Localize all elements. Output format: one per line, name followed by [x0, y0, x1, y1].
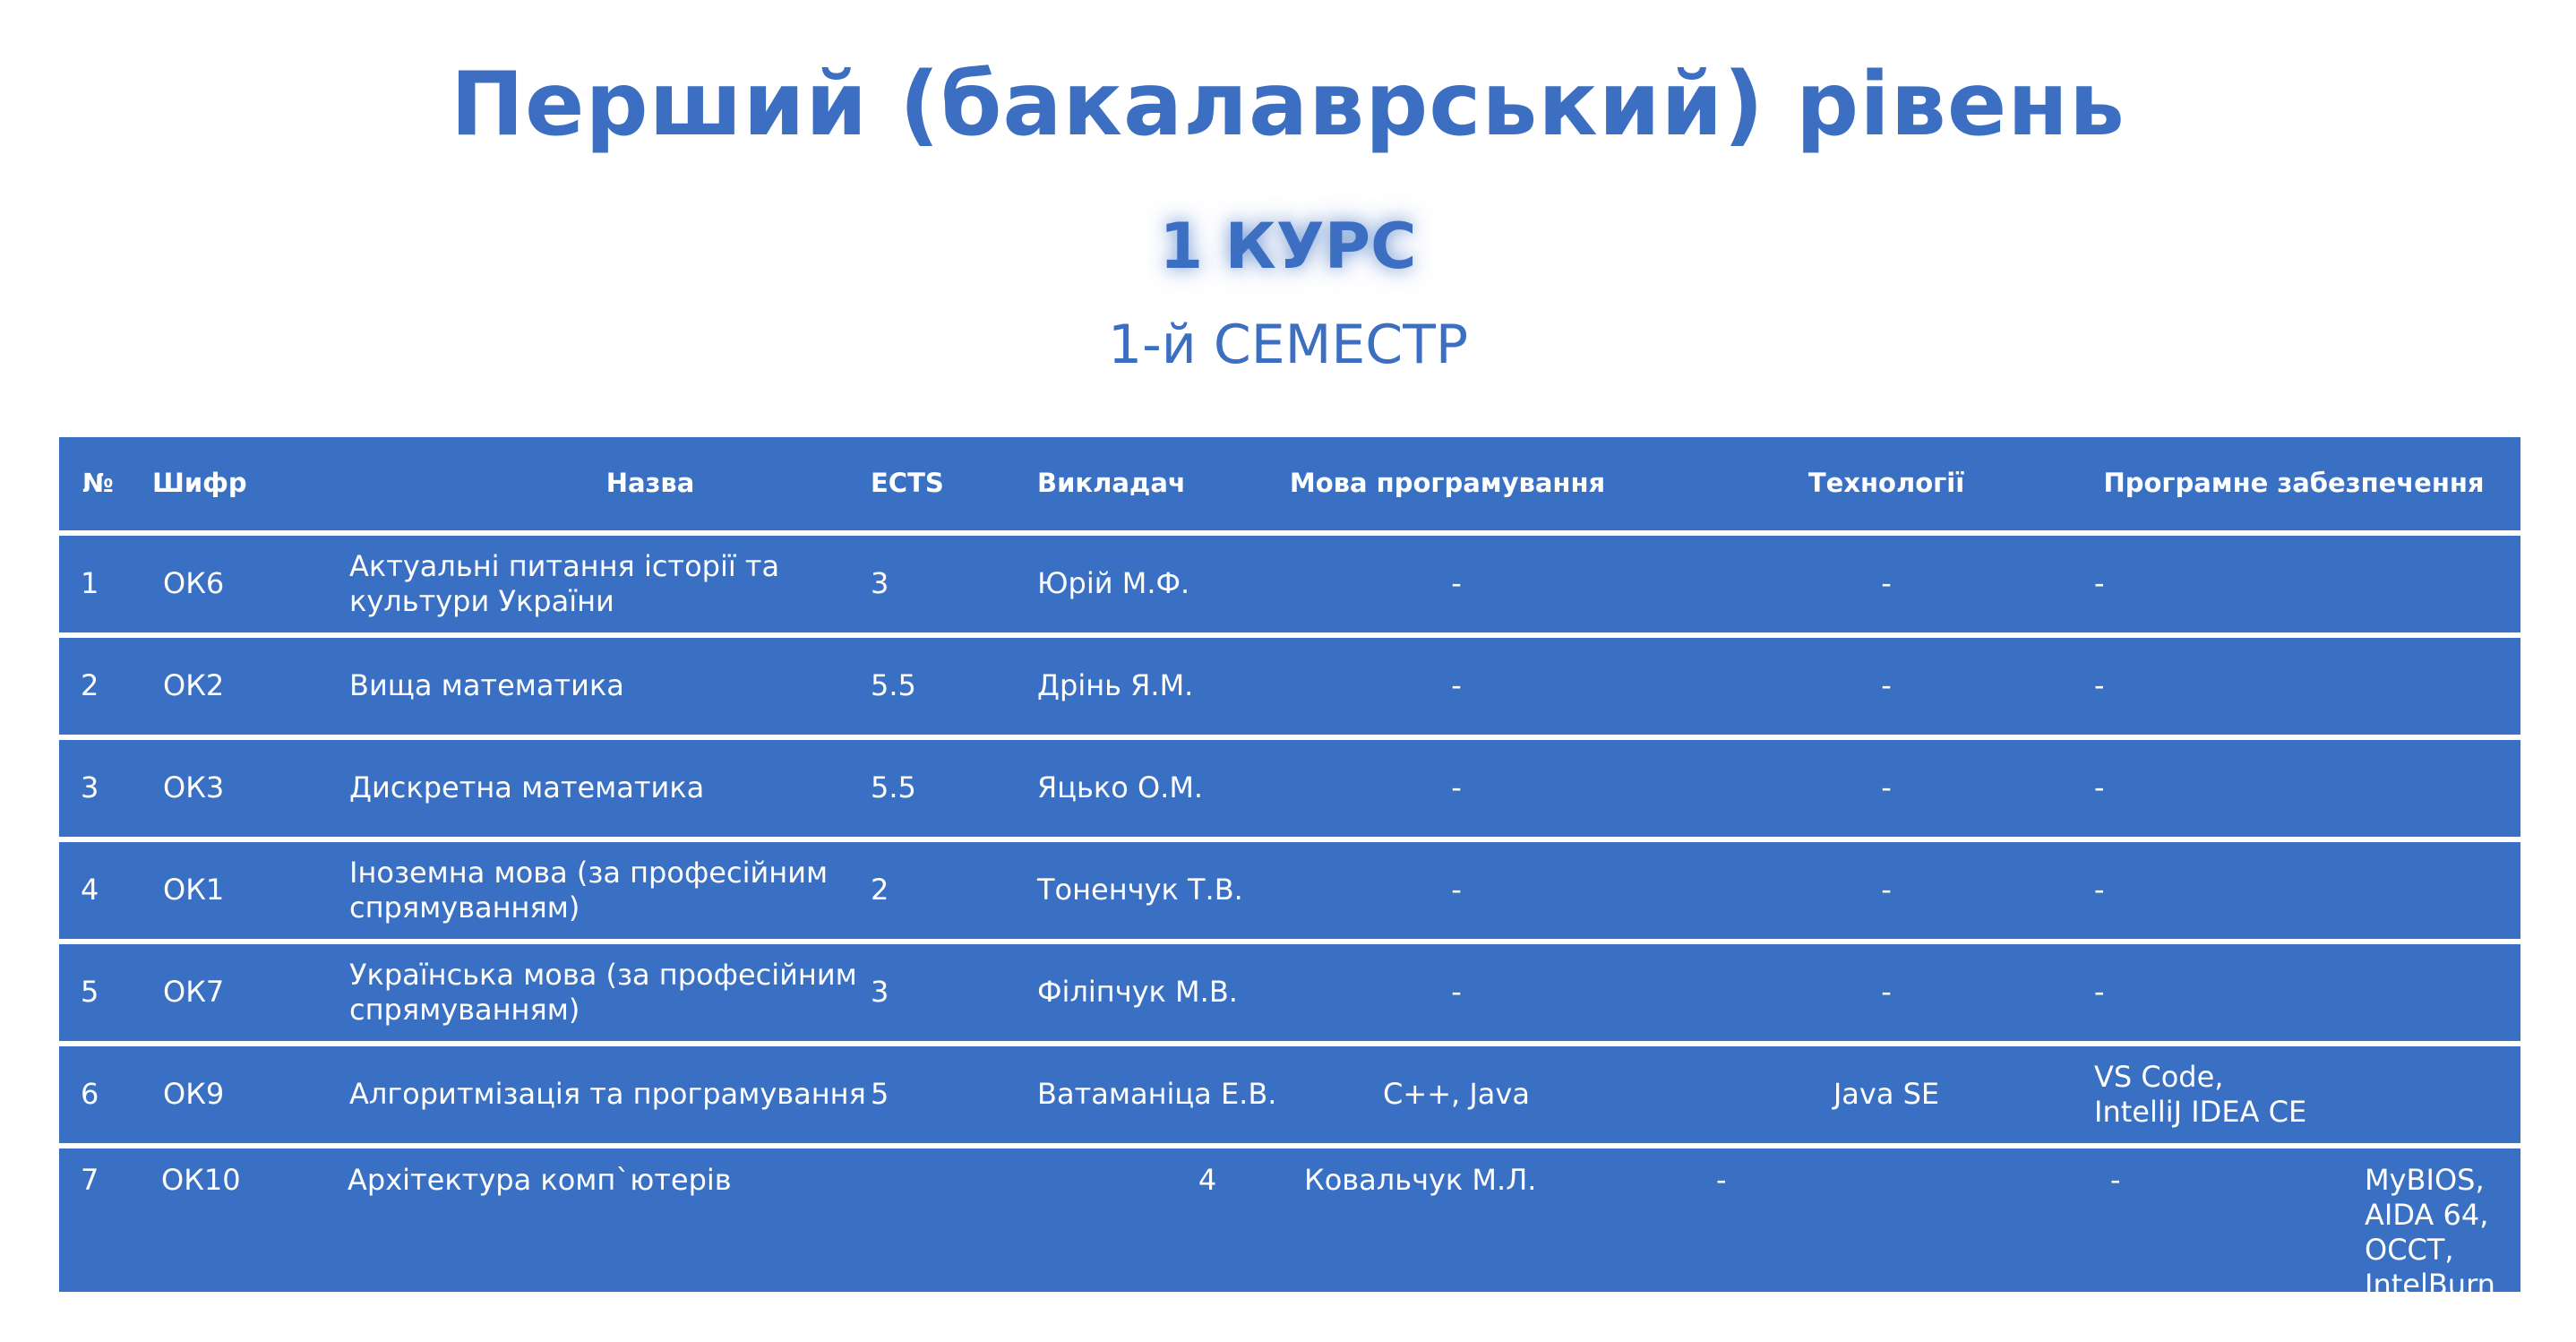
cell-ects: 5.5 — [871, 668, 916, 703]
cell-soft: VS Code, IntelliJ IDEA CE — [2094, 1059, 2307, 1129]
cell-teacher: Юрій М.Ф. — [1037, 566, 1190, 601]
header-tech: Технології — [1807, 468, 1965, 499]
curriculum-table — [59, 437, 2520, 1303]
cell-soft: - — [2094, 873, 2105, 908]
cell-tech: - — [1881, 873, 1892, 908]
table-row — [59, 638, 2520, 735]
cell-code: ОК2 — [163, 668, 225, 703]
cell-ects: 5 — [871, 1077, 889, 1112]
cell-num: 1 — [81, 566, 99, 601]
cell-lang: C++, Java — [1383, 1077, 1530, 1112]
cell-code: ОК9 — [163, 1077, 225, 1112]
cell-soft: - — [2094, 566, 2105, 601]
cell-name: Актуальні питання історії та культури України — [349, 548, 780, 618]
cell-ects: 5.5 — [871, 770, 916, 805]
table-row — [59, 740, 2520, 837]
cell-lang: - — [1451, 566, 1462, 601]
cell-code: ОК1 — [163, 873, 225, 908]
header-num: № — [82, 468, 114, 499]
cell-teacher: Ковальчук М.Л. — [1304, 1163, 1537, 1197]
cell-ects: 3 — [871, 566, 889, 601]
table-row — [59, 1046, 2520, 1143]
cell-lang: - — [1451, 975, 1462, 1010]
cell-name: Архітектура комп`ютерів — [348, 1163, 732, 1197]
cell-soft: - — [2094, 975, 2105, 1010]
cell-soft: - — [2094, 770, 2105, 805]
table-header-row — [59, 437, 2520, 530]
cell-tech: - — [2110, 1163, 2121, 1197]
cell-tech: - — [1881, 668, 1892, 703]
cell-num: 6 — [81, 1077, 99, 1112]
cell-teacher: Тоненчук Т.В. — [1037, 873, 1243, 908]
header-soft: Програмне забезпечення — [2103, 468, 2485, 499]
header-lang: Мова програмування — [1289, 468, 1606, 499]
cell-code: ОК6 — [163, 566, 225, 601]
cell-name: Українська мова (за професійним спрямуванням) — [349, 957, 857, 1027]
table-row — [59, 842, 2520, 939]
course-heading: 1 КУРС — [1159, 210, 1417, 283]
header-teacher: Викладач — [1037, 468, 1186, 499]
page-title: Перший (бакалаврський) рівень — [451, 54, 2125, 156]
cell-ects: 3 — [871, 975, 889, 1010]
cell-lang: - — [1451, 770, 1462, 805]
cell-lang: - — [1451, 873, 1462, 908]
cell-tech: Java SE — [1833, 1077, 1940, 1112]
header-name: Назва — [605, 468, 695, 499]
cell-num: 2 — [81, 668, 99, 703]
cell-teacher: Яцько О.М. — [1037, 770, 1204, 805]
cell-code: ОК10 — [161, 1163, 241, 1197]
cell-lang: - — [1451, 668, 1462, 703]
cell-teacher: Філіпчук М.В. — [1037, 975, 1238, 1010]
cell-ects: 4 — [1198, 1163, 1217, 1197]
cell-ects: 2 — [871, 873, 889, 908]
cell-tech: - — [1881, 770, 1892, 805]
cell-soft: MyBIOS, AIDA 64, OCCT, IntelBurn — [2365, 1163, 2495, 1303]
table-row — [59, 1148, 2520, 1303]
cell-code: ОК3 — [163, 770, 225, 805]
table-row — [59, 536, 2520, 632]
header-code: Шифр — [152, 468, 247, 499]
cell-num: 7 — [81, 1163, 99, 1197]
cell-code: ОК7 — [163, 975, 225, 1010]
cell-num: 5 — [81, 975, 99, 1010]
cell-name: Вища математика — [349, 668, 624, 703]
table-row — [59, 944, 2520, 1041]
cell-num: 4 — [81, 873, 99, 908]
semester-heading: 1-й СЕМЕСТР — [1107, 314, 1469, 376]
cell-soft: - — [2094, 668, 2105, 703]
cell-num: 3 — [81, 770, 99, 805]
cell-lang: - — [1716, 1163, 1727, 1197]
header-ects: ECTS — [871, 468, 944, 499]
cell-tech: - — [1881, 566, 1892, 601]
cell-teacher: Дрінь Я.М. — [1037, 668, 1194, 703]
cell-name: Іноземна мова (за професійним спрямуванням) — [349, 855, 829, 925]
cell-tech: - — [1881, 975, 1892, 1010]
cell-teacher: Ватаманіца Е.В. — [1037, 1077, 1277, 1112]
cell-name: Дискретна математика — [349, 770, 705, 805]
cell-name: Алгоритмізація та програмування — [349, 1077, 866, 1112]
